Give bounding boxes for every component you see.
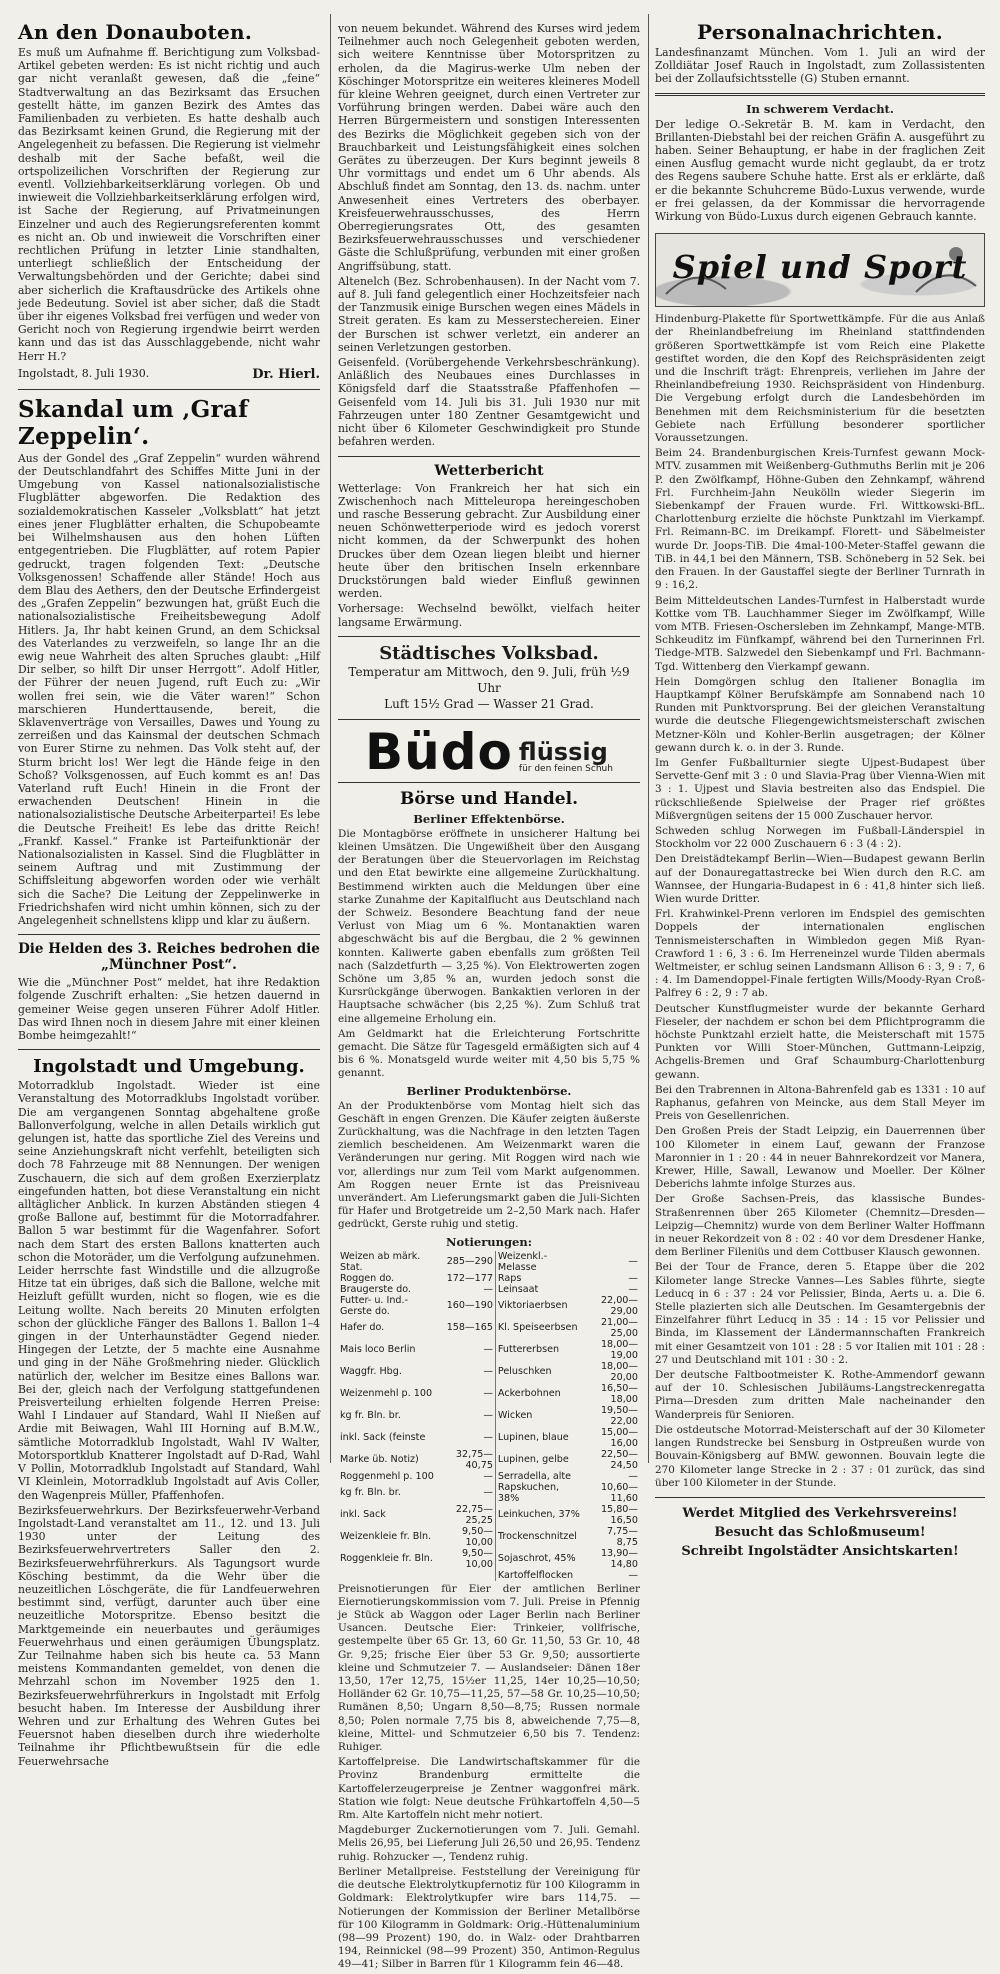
price-commodity: inkl. Sack (feinste — [340, 1432, 426, 1444]
price-value: 22,00—29,00 — [600, 1294, 638, 1317]
volksbad-line-1: Temperatur am Mittwoch, den 9. Juli, früh ½9 Uhr — [348, 664, 630, 695]
price-row — [338, 1317, 640, 1339]
price-commodity: Kl. Speiseerbsen — [497, 1322, 578, 1334]
wetter-title: Wetterbericht — [434, 462, 544, 479]
price-row — [338, 1471, 640, 1482]
price-value: — — [440, 1427, 496, 1449]
price-row — [338, 1449, 640, 1471]
zeppelin-title: Skandal um ‚Graf Zeppelin‘. — [18, 395, 249, 450]
price-value: 9,50—10,00 — [440, 1526, 496, 1548]
price-row — [338, 1361, 640, 1383]
price-value: 10,60—11,60 — [600, 1481, 638, 1504]
price-row — [338, 1273, 640, 1284]
price-value: — — [440, 1482, 496, 1504]
price-commodity: Weizenmehl p. 100 — [340, 1388, 433, 1400]
price-row — [338, 1427, 640, 1449]
slogan-verkehrsverein: Werdet Mitglied des Verkehrsvereins! — [682, 1505, 958, 1521]
price-value: 172—177 — [440, 1273, 496, 1284]
price-value: 18,00—20,00 — [600, 1360, 638, 1383]
zeppelin-body: Aus der Gondel des „Graf Zeppelin“ wurden während der Deutschlandfahrt des Schiffes Mitte Juni in der Umgebung von Kassel nationalsozialistische Flugblätter abgeworfen. Die Redaktion des sozialdemokratischen Kasseler „Volksblatt“ hat jetzt eines jener Flugblätter erhalten, die Schupobeamte bei Wilhelmshausen aus den hohen Lüften entgegentrieben. Die Flugblätter, auf rotem Papier gedruckt, tragen folgenden Text: „Deutsche Volksgenossen! Schaffende aller Stände! Hoch aus dem Blau des Aethers, den der Deutsche Erfindergeist des „Grafen Zeppelin“ bezwungen hat, grüßt Euch die nationalsozialistische Freiheitsbewegung Adolf Hitlers. Ja, Ihr habt keinen Grund, an dem Schicksal des Vaterlandes zu verzweifeln, so lange Ihr an die ewig neue Wahrheit des alten Spruches glaubt: „Hilf Dir selber, so hilft Dir unser Herrgott“. Adolf Hitler, der Führer der neuen Jugend, ruft Euch zu: „Wir wollen frei sein, wie die Väter waren!“ Schon marschieren Hunderttausende, bereit, die Sklavenverträge von Versailles, Dawes und Young zu zerreißen und das Kainsmal der deutschen Schmach von Eurer Stirne zu nehmen. Das Volk steht auf, der Sturm bricht los! Wer legt die Hände feige in den Schoß? Volksgenossen, auf Euch kommt es an! Das Vaterland ruft Euch! Hinein in die Front der erwachenden Deutschen! Hinein in die nationalsozialistische Deutsche Arbeiterpartei! Es lebe die Deutsche Freiheit! Es lebe das dritte Reich! „Frankf. Kassel.“ Franke ist Parteifunktionär der Nationalsozialisten in Kassel. Sind die Flugblätter in seinem Auftrag und mit Zustimmung der Schiffsleitung abgeworfen worden oder wie verhält sich die Sache? Die Leitung der Zeppelinwerke in Friedrichshafen wird nicht umhin können, sich zu der Angelegenheit schnellstens klipp und klar zu äußern. — [18, 451, 320, 927]
price-commodity: Hafer do. — [340, 1322, 385, 1334]
price-value: 160—190 — [440, 1295, 496, 1317]
price-value: — — [628, 1283, 638, 1295]
price-commodity: Mais loco Berlin — [340, 1344, 416, 1356]
price-value: 32,75—40,75 — [440, 1449, 496, 1471]
sachsen-article: Der Große Sachsen-Preis, das klassische Bundes-Straßenrennen über 265 Kilometer (Chemnitz—Dresden—Leipzig—Chemnitz) wurde von dem Berliner Walter Hoffmann in neuer Rekordzeit von 8 : 02 : 40 vor dem Dresdener Hanke, dem Berliner Fileniüs und dem Cottbuser Klausch gewonnen. — [655, 1193, 985, 1259]
price-commodity: Roggenmehl p. 100 — [340, 1470, 434, 1482]
geldmarkt-body: Am Geldmarkt hat die Erleichterung Fortschritte gemacht. Die Sätze für Tagesgeld ermäßigten sich auf 4 bis 6 %. Monatsgeld wurde weiter mit 4,50 bis 5,75 % genannt. — [338, 1027, 640, 1080]
column-3 — [655, 20, 985, 1561]
price-commodity: Kartoffelflocken — [497, 1569, 574, 1581]
author: Dr. Hierl. — [252, 366, 320, 382]
ingolstadt-title: Ingolstadt und Umgebung. — [33, 1056, 305, 1078]
trabrennen-article: Bei den Trabrennen in Altona-Bahrenfeld gab es 1331 : 10 auf Raphanus, gefahren von Meincke, aus dem Stall Meyer im Preis von Gesellenrichen. — [655, 1083, 985, 1123]
price-value: 16,50—18,00 — [600, 1382, 638, 1405]
price-value: 21,00—25,00 — [600, 1316, 638, 1339]
price-value: 22,50—24,50 — [600, 1448, 638, 1471]
price-value: — — [628, 1569, 638, 1581]
place-date: Ingolstadt, 8. Juli 1930. — [18, 366, 150, 380]
feuerwehrkurs-article: Bezirksfeuerwehrkurs. Der Bezirksfeuerwehr-Verband Ingolstadt-Land veranstaltet am 11., 12. und 13. Juli 1930 unter der Leitung des Bezirksfeuerwehrvertreters Saller den 2. Bezirksfeuerwehrführerkurs. Als Tagungsort wurde Kösching bestimmt, da die Wehr über die neuzeitlichen Löschgeräte, die für Landfeuerwehren bestimmt sind, verfügt, darunter auch über eine neuzeitliche Motorspritze. Ebenso besitzt die Marktgemeinde ein neuerbautes und geräumiges Feuerwehrhaus und einen geräumigen Übungsplatz. Zur Teilnahme haben sich bis heute ca. 53 Mann meistens Kommandanten gemeldet, von denen die Mehrzahl schon im November 1925 den 1. Bezirksfeuerwehrführerkurs in Ingolstadt mit Erfolg besucht haben. Im Interesse der Ausbildung ihrer Wehren und zur Erhaltung des Wehren Gutes bei Feuersnot haben dieselben durch ihre wiederholte Teilnahme ihr Pflichtbewußtsein für die edle Feuerwehrsache — [18, 1503, 320, 1768]
column-rule — [330, 14, 331, 1463]
eier-notierungen: Preisnotierungen für Eier der amtlichen Berliner Eiernotierungskommission vom 7. Juli. Preise in Pfennig je Stück ab Waggon oder Lager Berlin nach Berliner Usancen. Deutsche Eier: Trinkeier, vollfrische, gestempelte über 65 Gr. 13, 60 Gr. 11,50, 53 Gr. 10, 48 Gr. 9,25; frische Eier über 53 Gr. 9,50; aussortierte kleine und Schmutzeier 7. — Auslandseier: Dänen 18er 13,50, 17er 12,75, 15½er 11,25, 14er 10,25—10,50; Holländer 62 Gr. 10,75—11,25, 57—58 Gr. 10,25—10,50; Rumänen 8,50; Ungarn 8,50—8,75; Russen normale 8,50; Polen normale 7,75 bis 8, abweichende 7,75—8, kleine, Mittel- und Schmutzeier 6,50 bis 7. Tendenz: Ruhiger. — [338, 1582, 640, 1754]
divider — [18, 934, 320, 935]
divider — [338, 636, 640, 637]
produktenboerse-heading: Berliner Produktenbörse. — [406, 1083, 572, 1098]
price-value: — — [628, 1470, 638, 1482]
price-commodity: inkl. Sack — [340, 1509, 386, 1521]
helden-body: Wie die „Münchner Post“ meldet, hat ihre Redaktion folgende Zuschrift erhalten: „Sie hetzen dauernd in gemeiner Weise gegen unseren Führer Adolf Hitler. Das wird Ihnen noch in diesem Jahre mit einer kleinen Bombe heimgezahlt!“ — [18, 976, 320, 1042]
wetter-body: Wetterlage: Von Frankreich her hat sich ein Zwischenhoch nach Mitteleuropa hereingeschoben und rasche Besserung gebracht. Zur Ausbildung einer neuen Schönwetterperiode wird es jedoch vorerst nicht kommen, da der Schwerpunkt des hohen Druckes über dem Ozean liegen bleibt und hierner heute über den britischen Inseln erkennbare Druckstörungen bald wieder Einfluß gewinnen werden. — [338, 481, 640, 601]
price-row — [338, 1526, 640, 1548]
price-commodity: Trockenschnitzel — [497, 1531, 577, 1543]
divider — [18, 1049, 320, 1050]
motorrad-article: Die ostdeutsche Motorrad-Meisterschaft auf der 30 Kilometer langen Rundstrecke bei Sensburg in Ostpreußen wurde von Bouvain-Königsberg auf BMW. gewonnen. Bouvain legte die 270 Kilometer lange Strecke in 2 : 37 : 01 zurück, das sind über 100 Kilometer in der Stunde. — [655, 1423, 985, 1489]
krahwinkel-article: Frl. Krahwinkel-Prenn verloren im Endspiel des gemischten Doppels der internationalen englischen Tennismeisterschaften in Wimbledon gegen Miß Ryan-Crawford 1 : 6, 3 : 6. Im Herreneinzel wurde Tilden abermals Weltmeister, er schlug seinen Landsmann Allison 6 : 3, 9 : 7, 6 : 4. Im Damendoppel-Finale fertigten Wills/Moody-Ryan Croß-Palfrey 6 : 2, 9 : 7 ab. — [655, 908, 985, 1000]
divider — [338, 719, 640, 720]
price-row — [338, 1295, 640, 1317]
price-row — [338, 1339, 640, 1361]
price-commodity: Sojaschrot, 45% — [497, 1553, 576, 1565]
price-row — [338, 1383, 640, 1405]
price-value: — — [440, 1339, 496, 1361]
price-value: 9,50—10,00 — [440, 1548, 496, 1570]
price-commodity: Braugerste do. — [340, 1283, 411, 1295]
personal-title: Personalnachrichten. — [697, 20, 943, 44]
buedo-advertisement — [338, 722, 640, 781]
boerse-title: Börse und Handel. — [399, 788, 578, 809]
price-value: 13,90—14,80 — [600, 1547, 638, 1570]
footer-slogans — [655, 1504, 985, 1561]
price-row — [338, 1570, 640, 1581]
notierungen-heading: Notierungen: — [446, 1234, 532, 1249]
faltboot-article: Der deutsche Faltbootmeister K. Rothe-Ammendorf gewann auf der 10. Schlesischen Jubiläums-Langstreckenregatta Pirna—Dresden zum dritten Male nacheinander den Wanderpreis für Senioren. — [655, 1369, 985, 1421]
price-commodity: Lupinen, gelbe — [497, 1454, 569, 1466]
price-commodity: Roggenkleie fr. Bln. — [340, 1553, 433, 1565]
price-value: 22,75—25,25 — [440, 1504, 496, 1526]
feuerwehrkurs-continued: von neuem bekundet. Während des Kurses wird jedem Teilnehmer auch noch Gelegenheit geboten werden, sich weitere Kenntnisse über Motorspritzen zu erholen, da die Magirus-werke Ulm neben der Köschinger Motorspritze ein weiteres kleineres Modell für kleine Wehren geeignet, durch einen Vertreter zur Vorführung bringen werden. Dabei wäre auch den Herren Bürgermeistern und sonstigen Interessenten des Bezirks die Möglichkeit gegeben sich von der Brauchbarkeit und Leistungsfähigkeit eines solchen Gerätes zu überzeugen. Der Kurs beginnt jeweils 8 Uhr vormittags und endet um 6 Uhr abends. Als Abschluß findet am Sonntag, den 13. ds. nachm. unter Anwesenheit eines Vertreters des oberbayer. Kreisfeuerwehrausschusses, des Herrn Oberregierungsrates Ott, des gesamten Bezirksfeuerwehrausschusses und verschiedener Gäste die Schlußprüfung, verbunden mit einer großen Angriffsübung, statt. — [338, 22, 640, 273]
price-commodity: kg fr. Bln. br. — [340, 1410, 401, 1422]
verdacht-title: In schwerem Verdacht. — [746, 101, 894, 116]
effektenboerse-heading: Berliner Effektenbörse. — [413, 811, 565, 826]
sport-banner-title: Spiel und Sport — [672, 248, 968, 287]
ad-brand: Büdo — [365, 722, 513, 781]
price-value: — — [440, 1383, 496, 1405]
schweden-article: Schweden schlug Norwegen im Fußball-Länderspiel in Stockholm vor 22 000 Zuschauern 6 : 3 (4 : 2). — [655, 824, 985, 851]
sport-banner — [655, 233, 985, 307]
tour-de-france-article: Bei der Tour de France, deren 5. Etappe über die 202 Kilometer lange Strecke Vannes—Les Sables führte, siegte Leducq in 6 : 37 : 24 vor Pelissier, Binda, Aerts u. a. Die 6. Stelle plazierten sich alle Deutschen. Im Gesamtergebnis der Einzelfahrer führt Leducq in 35 : 14 : 15 vor Pelissier und Binda, im Klassement der Ländermannschaften Frankreich mit einer Gesamtzeit von 101 : 28 : 5 vor Italien mit 101 : 28 : 27 und Deutschland mit 101 : 30 : 2. — [655, 1261, 985, 1366]
price-commodity: Raps — [497, 1272, 522, 1284]
produktenboerse-body: An der Produktenbörse vom Montag hielt sich das Geschäft in engen Grenzen. Die Käufer zeigten äußerste Zurückhaltung, was die Nachfrage in den letzten Tagen ziemlich bescheidenen. Am Weizenmarkt waren die Veränderungen nur gering. Mit Roggen wird nach wie vor, allerdings nur zum Teil vom Markt aufgenommen. Am Roggen neuer Ernte ist das Preisniveau unverändert. Am Lieferungsmarkt gaben die Juli-Sichten für Hafer und Brotgetreide um 2–2,50 Mark nach. Hafer gedrückt, Gerste ruhig und stetig. — [338, 1099, 640, 1231]
price-commodity: Ackerbohnen — [497, 1388, 561, 1400]
slogan-ansichtskarten: Schreibt Ingolstädter Ansichtskarten! — [681, 1543, 959, 1559]
price-value: — — [440, 1284, 496, 1295]
alteneich-article: Altenelch (Bez. Schrobenhausen). In der Nacht vom 7. auf 8. Juli fand gelegentlich einer Hochzeitsfeier nach der Tanzmusik einige Burschen wegen eines Mädels in Streit geraten. Es kam zu Messerstechereien. Einer der Burschen ist schwer verletzt, ein anderer an seinen Verletzungen gestorben. — [338, 274, 640, 354]
price-commodity: Wicken — [497, 1410, 533, 1422]
price-row — [338, 1284, 640, 1295]
divider — [655, 93, 985, 96]
price-commodity: Waggfr. Hbg. — [340, 1366, 402, 1378]
slogan-schlossmuseum: Besucht das Schloßmuseum! — [714, 1524, 926, 1540]
dreistaedte-article: Den Dreistädtekampf Berlin—Wien—Budapest gewann Berlin auf der Donauregattastrecke bei Wien durch den R.C. am Wannsee, der Hungaria-Budapest in 6 : 41,8 hinter sich ließ. Wien wurde Dritter. — [655, 853, 985, 905]
wetter-vorhersage: Vorhersage: Wechselnd bewölkt, vielfach heiter langsame Erwärmung. — [338, 602, 640, 629]
genfer-article: Im Genfer Fußballturnier siegte Ujpest-Budapest über Servette-Genf mit 3 : 0 und Slavia-Prag über Vienna-Wien mit 3 : 1. Ujpest und Slavia bestreiten also das Endspiel. Die rückschließende Spielweise der Prager rief größtes Mißvergnügen seitens der 15 000 Zuschauer hervor. — [655, 756, 985, 822]
price-commodity: Roggen do. — [340, 1272, 395, 1284]
price-value: 15,00—16,00 — [600, 1426, 638, 1449]
hindenburg-article: Hindenburg-Plakette für Sportwettkämpfe. Für die aus Anlaß der Rheinlandbefreiung im Rheinland stattfindenden größeren Sportwettkämpfe ist vom Reich eine Plakette gestiftet worden, die den Kopf des Reichspräsidenten zeigt und die Inschrift trägt: Ehrenpreis, verliehen im Jahre der Rheinlandbefreiung 1930. Reichspräsident von Hindenburg. Die Vergebung erfolgt durch die Landesbehörden im Benehmen mit dem Reichsministerium für die besetzten Gebiete nach Erfüllung besonderer sportlicher Voraussetzungen. — [655, 313, 985, 445]
price-value: 19,50—22,00 — [600, 1404, 638, 1427]
price-commodity: Rapskuchen, 38% — [497, 1481, 560, 1504]
price-commodity: Weizen ab märk. Stat. — [340, 1250, 421, 1273]
effektenboerse-body: Die Montagbörse eröffnete in unsicherer Haltung bei kleinen Umsätzen. Die Ungewißheit über den Ausgang der Beratungen über die Steuervorlagen im Reichstag und den Etat bewirkte eine allgemeine Zurückhaltung. Bestimmend wirkten auch die Meldungen über eine starke Zunahme der Kapitalflucht aus Deutschland nach der Schweiz. Besondere Beachtung fand der neue Verlust von Miag um 6 %. Montanaktien waren abgeschwächt bis auf die Bergbau, die 2 % gewinnen konnten. Kaliwerte gaben ebenfalls zum größten Teil nach (Salzdetfurth — 3,25 %). Von Elektrowerten zogen Schöne um 3,85 % an, wurden jedoch sonst die Kursrückgänge überwogen. Bankaktien verloren in der Hauptsache schwächer (bis 2,25 %). Zum Schluß trat eine allgemeine Erholung ein. — [338, 827, 640, 1025]
divider — [18, 389, 320, 390]
price-value: 18,00—19,00 — [600, 1338, 638, 1361]
zuckernotierungen: Magdeburger Zuckernotierungen vom 7. Juli. Gemahl. Melis 26,95, bei Lieferung Juli 26,50 und 26,95. Tendenz ruhig. Rohzucker —, Tendenz ruhig. — [338, 1824, 640, 1863]
price-value: — — [440, 1361, 496, 1383]
volksbad-box — [338, 643, 640, 712]
donauboten-title: An den Donauboten. — [18, 20, 253, 44]
motorradklub-article: Motorradklub Ingolstadt. Wieder ist eine Veranstaltung des Motorradklubs Ingolstadt vorüber. Die am vergangenen Sonntag abgehaltene große Ballonverfolgung, welche in allen Details wirklich gut gelungen ist, hatte das sportliche Ziel des Vereins und seine Anziehungskraft nicht verfehlt, beteiligten sich doch 78 Fahrzeuge mit 88 Nennungen. Der wenigen Zuschauern, die sich auf dem großen Exerzierplatz eingefunden hatten, bot diese Veranstaltung ein nicht alltäglicher Anblick. In kurzen Abständen stiegen 4 große Ballone auf, bestimmt für die Motorradfahrer. Ballon 5 war bestimmt für die Wagenfahrer. Sofort nach dem Start des ersten Ballons knatterten auch schon die Motoräder, um die Verfolgung aufzunehmen. Leider herrschte fast Windstille und die allzugroße Hitze tat ein übriges, daß sich die Ballone, welche mit Heizluft gefüllt wurden, nicht so flogen, wie es die Leitung wollte. Nach bereits 20 Minuten erfolgten schon der glückliche Fänger des Ballons 1. Ballon 1–4 gingen in der Unterhaunstädter Gegend nieder. Hingegen der Letzte, der 5 machte eine Ausnahme und ging in der Nähe Großmehring nieder. Glücklich natürlich der, welcher im Besitze eines Ballons war. Bei der, gleich nach der Verfolgung stattgefundenen Preisverteilung erhielten folgende Herren Preise: Wahl I Lindauer auf Standard, Wahl II Nießen auf Ardie mit Beiwagen, Wahl III Horning auf B.M.W., sämtliche Motorradklub Ingolstadt, Wahl IV Walter, Motorsportklub Knatterer Ingolstadt auf D-Rad, Wahl V Pollin, Motorradklub Ingolstadt auf Standard, Wahl VI Kleinlein, Motorradklub Ingolstadt auf Avis Coller, den Wagenpreis Müller, Pfaffenhofen. — [18, 1079, 320, 1502]
price-value: — — [440, 1405, 496, 1427]
price-commodity: Futtererbsen — [497, 1344, 560, 1356]
volksbad-line-2: Luft 15½ Grad — Wasser 21 Grad. — [384, 696, 594, 711]
kunstflug-article: Deutscher Kunstflugmeister wurde der bekannte Gerhard Fieseler, der nachdem er schon bei dem Pflichtprogramm die höchste Punktzahl erzielt hatte, die Meisterschaft mit 1575 Punkten vor Willi Stoer-München, Guttmann-Leipzig, Achgelis-Bremen und Graf Schaumburg-Charlottenburg gewann. — [655, 1002, 985, 1081]
divider — [338, 782, 640, 783]
divider — [338, 456, 640, 457]
price-value — [440, 1570, 496, 1581]
halberstadt-article: Beim Mitteldeutschen Landes-Turnfest in Halberstadt wurde Kottke vom TB. Lauchhammer Sieger im Zwölfkampf, Wille vom MTB. Friesen-Oschersleben im Zehnkampf, Mange-MTB. Schkeuditz im Fünfkampf, während bei den Turnerinnen Frl. Tiedge-MTB. Salzwedel den Siebenkampf und Frl. Bachmann-Tgd. Wittenberg den Vierkampf gewann. — [655, 594, 985, 673]
price-commodity: Weizenkleie fr. Bln. — [340, 1531, 432, 1543]
price-value: — — [628, 1256, 638, 1268]
column-2 — [338, 20, 640, 1974]
ad-tagline: für den feinen Schuh — [518, 763, 613, 774]
price-value: — — [628, 1272, 638, 1284]
brandenburg-article: Beim 24. Brandenburgischen Kreis-Turnfest gewann Mock-MTV. zusammen mit Weißenberg-Guthmuths Berlin mit je 206 P. den Zwölfkampf, Höhne-Guben den Zehnkampf, während Frl. Furchheim-Jahn Neukölln wieder Siegerin im Siebenkampf der Frauen wurde. Frl. Wittkowski-BfL. Charlottenburg erzielte die höchste Punktzahl im Vierkampf. Frl. Reimann-BC. im Dreikampf. Florett- und Säbelmeister wurde Dr. Joops-TiB. Die 4mal-100-Meter-Staffel gewann die TiB. in 44,1 bei den Männern, TSB. Schöneberg in 52 Sek. bei den Frauen. In der Gaustaffel siegte der Berliner Turnrath in 9 : 16,2. — [655, 447, 985, 592]
column-1 — [18, 20, 320, 1770]
metallpreise: Berliner Metallpreise. Feststellung der Vereinigung für die deutsche Elektrolytkupfernotiz für 100 Kilogramm in Goldmark: Elektrolytkupfer wire bars 114,75. — Notierungen der Kommission der Berliner Metallbörse für 100 Kilogramm in Goldmark: Orig.-Hüttenaluminium (98—99 Prozent) 190, do. in Walz- oder Drahtbarren 194, Reinnickel (98—99 Prozent) 350, Antimon-Regulus 49—41; Silber in Barren für 1 Kilogramm fein 46—48. — [338, 1865, 640, 1971]
price-table — [338, 1251, 640, 1581]
leipzig-article: Den Großen Preis der Stadt Leipzig, ein Dauerrennen über 100 Kilometer in einem Lauf, gewann der Franzose Maronnier in 1 : 20 : 44 in neuer Bahnrekordzeit vor Manera, Krewer, Hille, Sawall, Lewanow und Moeller. Der Kölner Deberichs lahmte infolge Sturzes aus. — [655, 1125, 985, 1191]
price-commodity: Serradella, alte — [497, 1470, 572, 1482]
price-commodity: Weizenkl.-Melasse — [497, 1250, 548, 1273]
price-value: 7,75—8,75 — [607, 1525, 638, 1548]
price-row — [338, 1482, 640, 1504]
helden-title: Die Helden des 3. Reiches bedrohen die „Münchner Post“. — [18, 941, 320, 974]
price-commodity: kg fr. Bln. br. — [340, 1487, 401, 1499]
price-commodity: Peluschken — [497, 1366, 552, 1378]
price-row — [338, 1405, 640, 1427]
price-row — [338, 1504, 640, 1526]
price-commodity — [338, 1570, 440, 1581]
verdacht-body: Der ledige O.-Sekretär B. M. kam in Verdacht, den Brillanten-Diebstahl bei der reichen Gräfin A. ausgeführt zu haben. Seiner Behauptung, er habe in der fraglichen Zeit einen Ausflug gemacht wurde nicht geglaubt, da er trotz des Regens saubere Schuhe hatte. Erst als er erklärte, daß er die bekannte Schuhcreme Büdo-Luxus verwende, wurde er frei gelassen, da der Kommissar die hervorragende Wirkung von Büdo-Luxus durch eigenen Gebrauch kannte. — [655, 117, 985, 224]
kartoffelpreise: Kartoffelpreise. Die Landwirtschaftskammer für die Provinz Brandenburg ermittelte die Kartoffelerzeugerpreise je Zentner waggonfrei märk. Station wie folgt: Neue deutsche Frühkartoffeln 4,50—5 Rm. Alte Kartoffeln nicht mehr notiert. — [338, 1756, 640, 1822]
price-value: — — [440, 1471, 496, 1482]
price-value: 285—290 — [440, 1251, 496, 1273]
price-commodity: Leinkuchen, 37% — [497, 1509, 580, 1521]
price-value: 15,80—16,50 — [600, 1503, 638, 1526]
personal-body: Landesfinanzamt München. Vom 1. Juli an wird der Zolldiätar Josef Rauch in Ingolstadt, zum Zollassistenten bei der Zollaufsichtsstelle (G) Stuben ernannt. — [655, 46, 985, 86]
price-row — [338, 1251, 640, 1273]
donauboten-signature — [18, 367, 320, 382]
ad-product: flüssig — [518, 737, 608, 766]
volksbad-title: Städtisches Volksbad. — [379, 642, 599, 664]
column-rule — [648, 14, 649, 1463]
geisenfeld-article: Geisenfeld. (Vorübergehende Verkehrsbeschränkung). Anläßlich des Neubaues eines Durchlasses in Königsfeld darf die Staatsstraße Pfaffenhofen — Geisenfeld vom 14. Juli bis 31. Juli 1930 nur mit Fahrzeugen unter 180 Zentner Gesamtgewicht und nicht über 6 Kilometer Geschwindigkeit pro Stunde befahren werden. — [338, 356, 640, 449]
domgoergen-article: Hein Domgörgen schlug den Italiener Bonaglia im Hauptkampf Kölner Berufskämpfe am Sonnabend nach 10 Runden mit Punktvorsprung. Bei der gleichen Veranstaltung wurde die deutsche Fliegengewichtsmeisterschaft zwischen Metzner-Köln und Kohler-Berlin ausgetragen; der Kölner gewann durch k. o. in der 3. Runde. — [655, 675, 985, 754]
price-value: 158—165 — [440, 1317, 496, 1339]
price-commodity: Lupinen, blaue — [497, 1432, 569, 1444]
divider — [655, 1497, 985, 1498]
price-commodity: Viktoriaerbsen — [497, 1300, 568, 1312]
donauboten-body: Es muß um Aufnahme ff. Berichtigung zum Volksbad-Artikel gebeten werden: Es ist nicht richtig und auch gar nicht veranlaßt gewesen, daß die „feine“ Stadtverwaltung an das Bezirksamt das Ersuchen gestellt hätte, im ganzen Bezirk des Amtes das Familienbaden zu verbieten. Es hatte deshalb auch das Bezirksamt keinen Grund, die Regierung mit der Angelegenheit zu befassen. Die Regierung ist vielmehr deshalb mit der Sache befaßt, weil die ortspolizeilichen Vorschriften der Regierung zur eventl. Vollziehbarkeitserklärung vorlegen. Ob und inwieweit die Vollziehbarkeitserklärung erfolgen wird, ist Sache der Regierung, auf Privatmeinungen Einzelner und auch des Regierungsreferenten kommt es nicht an. Ob und inwieweit die Vorschriften einer rechtlichen Prüfung in letzter Linie standhalten, unterliegt schließlich der Entscheidung der Verwaltungsbehörden und der Gerichte; dabei sind aber sicherlich die Kraftausdrücke des Artikels ohne jede Bedeutung. Soviel ist aber sicher, daß die Stadt über ihr eigenes Volksbad frei verfügen und weder von Gericht noch von Regierung irgendwie beirrt werden kann und das ist das Ausschlaggebende, nicht wahr Herr H.? — [18, 46, 320, 363]
price-row — [338, 1548, 640, 1570]
price-commodity: Leinsaat — [497, 1283, 539, 1295]
price-commodity: Marke üb. Notiz) — [340, 1454, 419, 1466]
price-commodity: Futter- u. Ind.-Gerste do. — [340, 1294, 409, 1317]
